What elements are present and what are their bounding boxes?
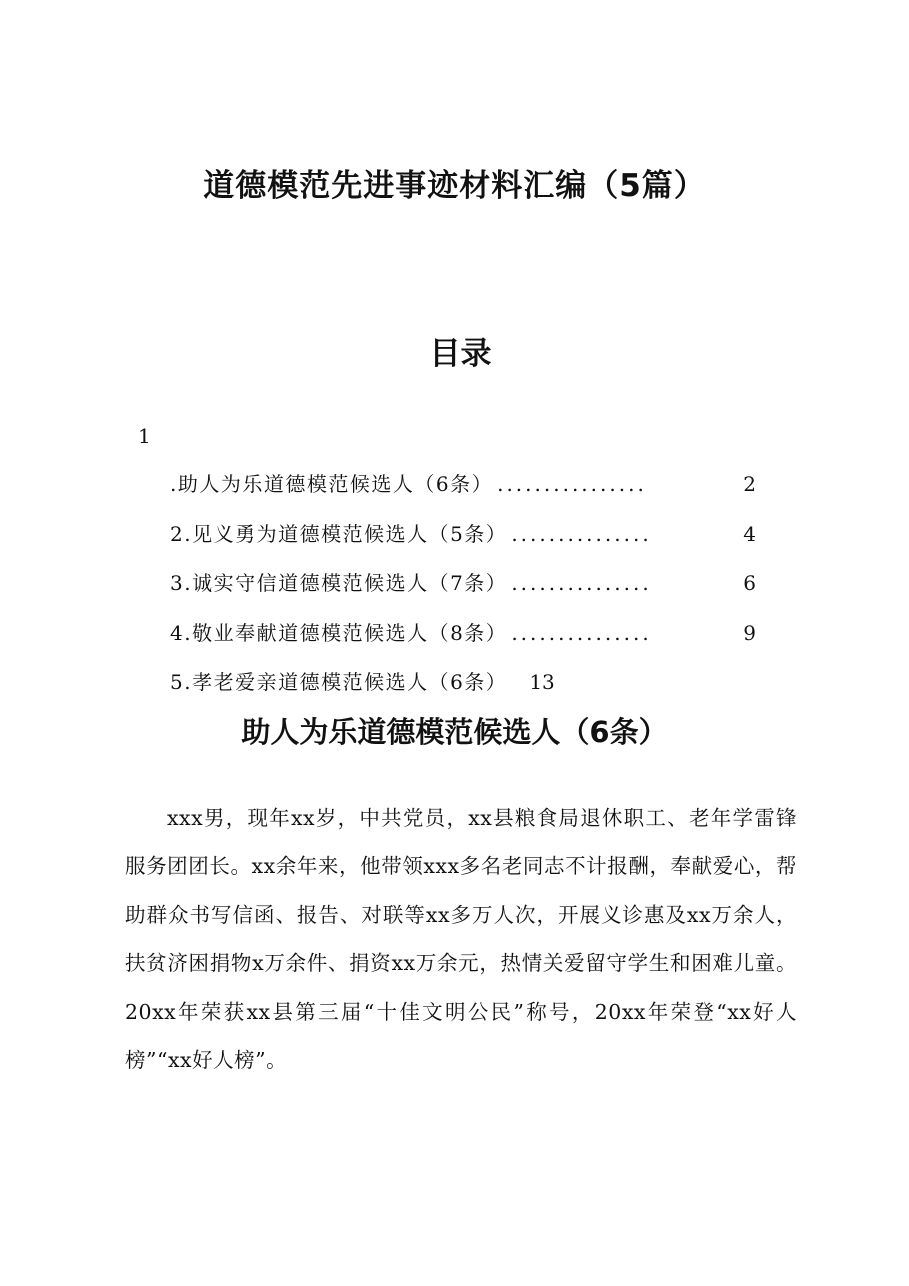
toc-entry-leader: ............... — [511, 620, 652, 645]
toc-entry-page: 9 — [743, 620, 756, 645]
toc-entry-label: 5.孝老爱亲道德模范候选人（6条） — [170, 670, 508, 694]
toc-entry[interactable] — [170, 565, 756, 615]
table-of-contents — [170, 466, 756, 714]
toc-entry-page: 2 — [743, 472, 756, 496]
toc-entry[interactable] — [170, 664, 756, 714]
toc-entry-leader: ................ — [497, 472, 647, 496]
body-paragraph: xxx男，现年xx岁，中共党员，xx县粮食局退休职工、老年学雷锋服务团团长。xx余年来，他带领xxx多名老同志不计报酬，奉献爱心，帮助群众书写信函、报告、对联等xx多万人次，开展义诊惠及xx万余人，扶贫济困捐物x万余件、捐资xx万余元，热情关爱留守学生和困难儿童。20xx年荣获xx县第三届“十佳文明公民”称号，20xx年荣登“xx好人榜”“xx好人榜”。 — [125, 806, 797, 1073]
toc-entry-page: 4 — [743, 521, 756, 546]
toc-entry-label: 4.敬业奉献道德模范候选人（8条） — [170, 620, 508, 645]
toc-entry-leader: ............... — [511, 571, 652, 595]
toc-heading: 目录 — [429, 336, 492, 372]
toc-entry-page: 6 — [743, 571, 756, 595]
document-title: 道德模范先进事迹材料汇编（5篇） — [203, 168, 706, 204]
toc-entry-label: 2.见义勇为道德模范候选人（5条） — [170, 521, 508, 546]
toc-entry-page: 13 — [529, 670, 555, 694]
toc-entry[interactable] — [170, 516, 756, 566]
section-heading: 助人为乐道德模范候选人（6条） — [241, 715, 668, 749]
toc-entry-label: 3.诚实守信道德模范候选人（7条） — [170, 571, 508, 595]
toc-entry-label: .助人为乐道德模范候选人（6条） — [170, 472, 494, 496]
toc-entry-leader: ............... — [511, 521, 652, 546]
toc-number: 1 — [138, 424, 151, 448]
toc-entry[interactable] — [170, 615, 756, 665]
toc-entry[interactable] — [170, 466, 756, 516]
